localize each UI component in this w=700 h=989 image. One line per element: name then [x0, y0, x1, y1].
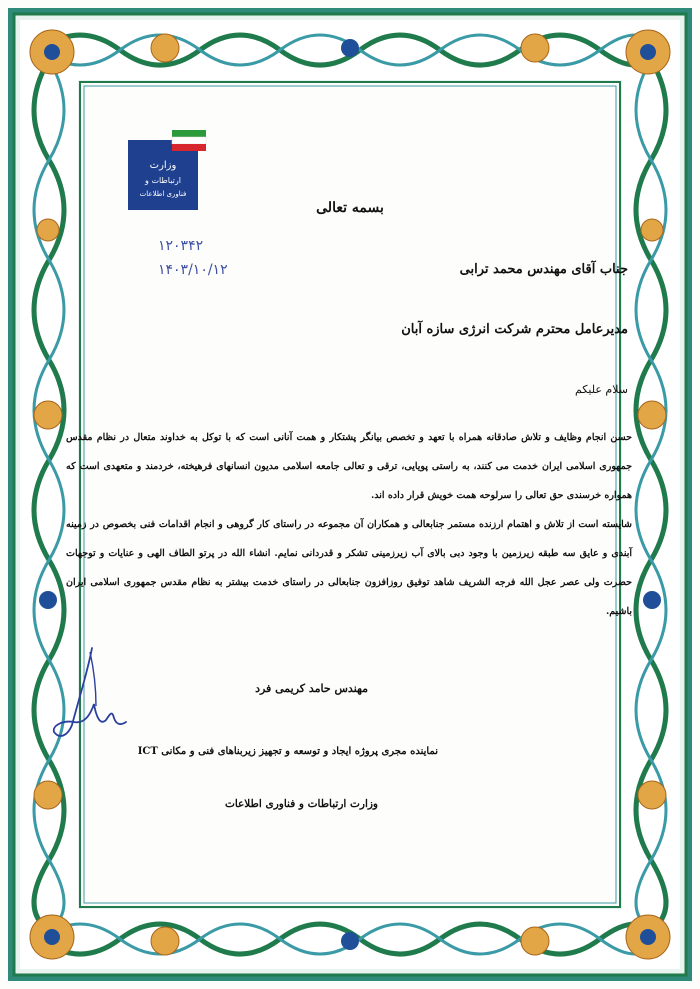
- greeting: سلام علیکم: [574, 383, 628, 396]
- recipient-title: مدیرعامل محترم شرکت انرژی سازه آبان: [401, 322, 628, 337]
- recipient-name: جناب آقای مهندس محمد ترابی: [459, 262, 628, 277]
- handwritten-number: ۱۲۰۳۴۲: [158, 238, 204, 254]
- letter-content: [62, 0, 638, 989]
- logo-text-2: ارتباطات و: [145, 176, 181, 185]
- invocation: بسمه تعالی: [316, 200, 384, 216]
- paragraph-1: حسن انجام وظایف و تلاش صادقانه همراه با تعهد و تخصص بیانگر پشتکار و همت آنانی است که با توکل به خداوند متعال در نظام مقدس جمهوری اسلامی ایران خدمت می کنند، به راستی پویایی، ترقی و تعالی جامعه اسلامی مدیون انسانهای فرهیخته، خردمند و متعهدی است که همواره خرسندی حق تعالی را سرلوحه همت خویش قرار داده اند.: [66, 432, 632, 501]
- signer-name: مهندس حامد کریمی فرد: [255, 682, 368, 695]
- paragraph-2: شایسته است از تلاش و اهتمام ارزنده مستمر جنابعالی و همکاران آن مجموعه در راستای کار گروهی و انجام اقدامات فنی بخصوص در زمینه آبندی و عایق سه طبقه زیرزمین با وجود دبی بالای آب زیرزمینی تشکر و قدردانی نمایم. انشاء الله در پرتو الطاف الهی و عنایات و توجهات حضرت ولی عصر عجل الله فرجه الشریف شاهد توفیق روزافزون جنابعالی در راستای خدمت بیشتر به نظام مقدس جمهوری اسلامی ایران باشیم.: [66, 519, 632, 617]
- signature-scribble: [50, 640, 130, 750]
- logo-text-3: فناوری اطلاعات: [139, 190, 187, 198]
- logo-text-1: وزارت: [149, 160, 177, 171]
- handwritten-date: ۱۴۰۳/۱۰/۱۲: [158, 262, 228, 278]
- signer-title: نماینده مجری پروژه ایجاد و توسعه و تجهیز زیربناهای فنی و مکانی ICT: [137, 746, 438, 757]
- ministry-name: وزارت ارتباطات و فناوری اطلاعات: [224, 798, 378, 810]
